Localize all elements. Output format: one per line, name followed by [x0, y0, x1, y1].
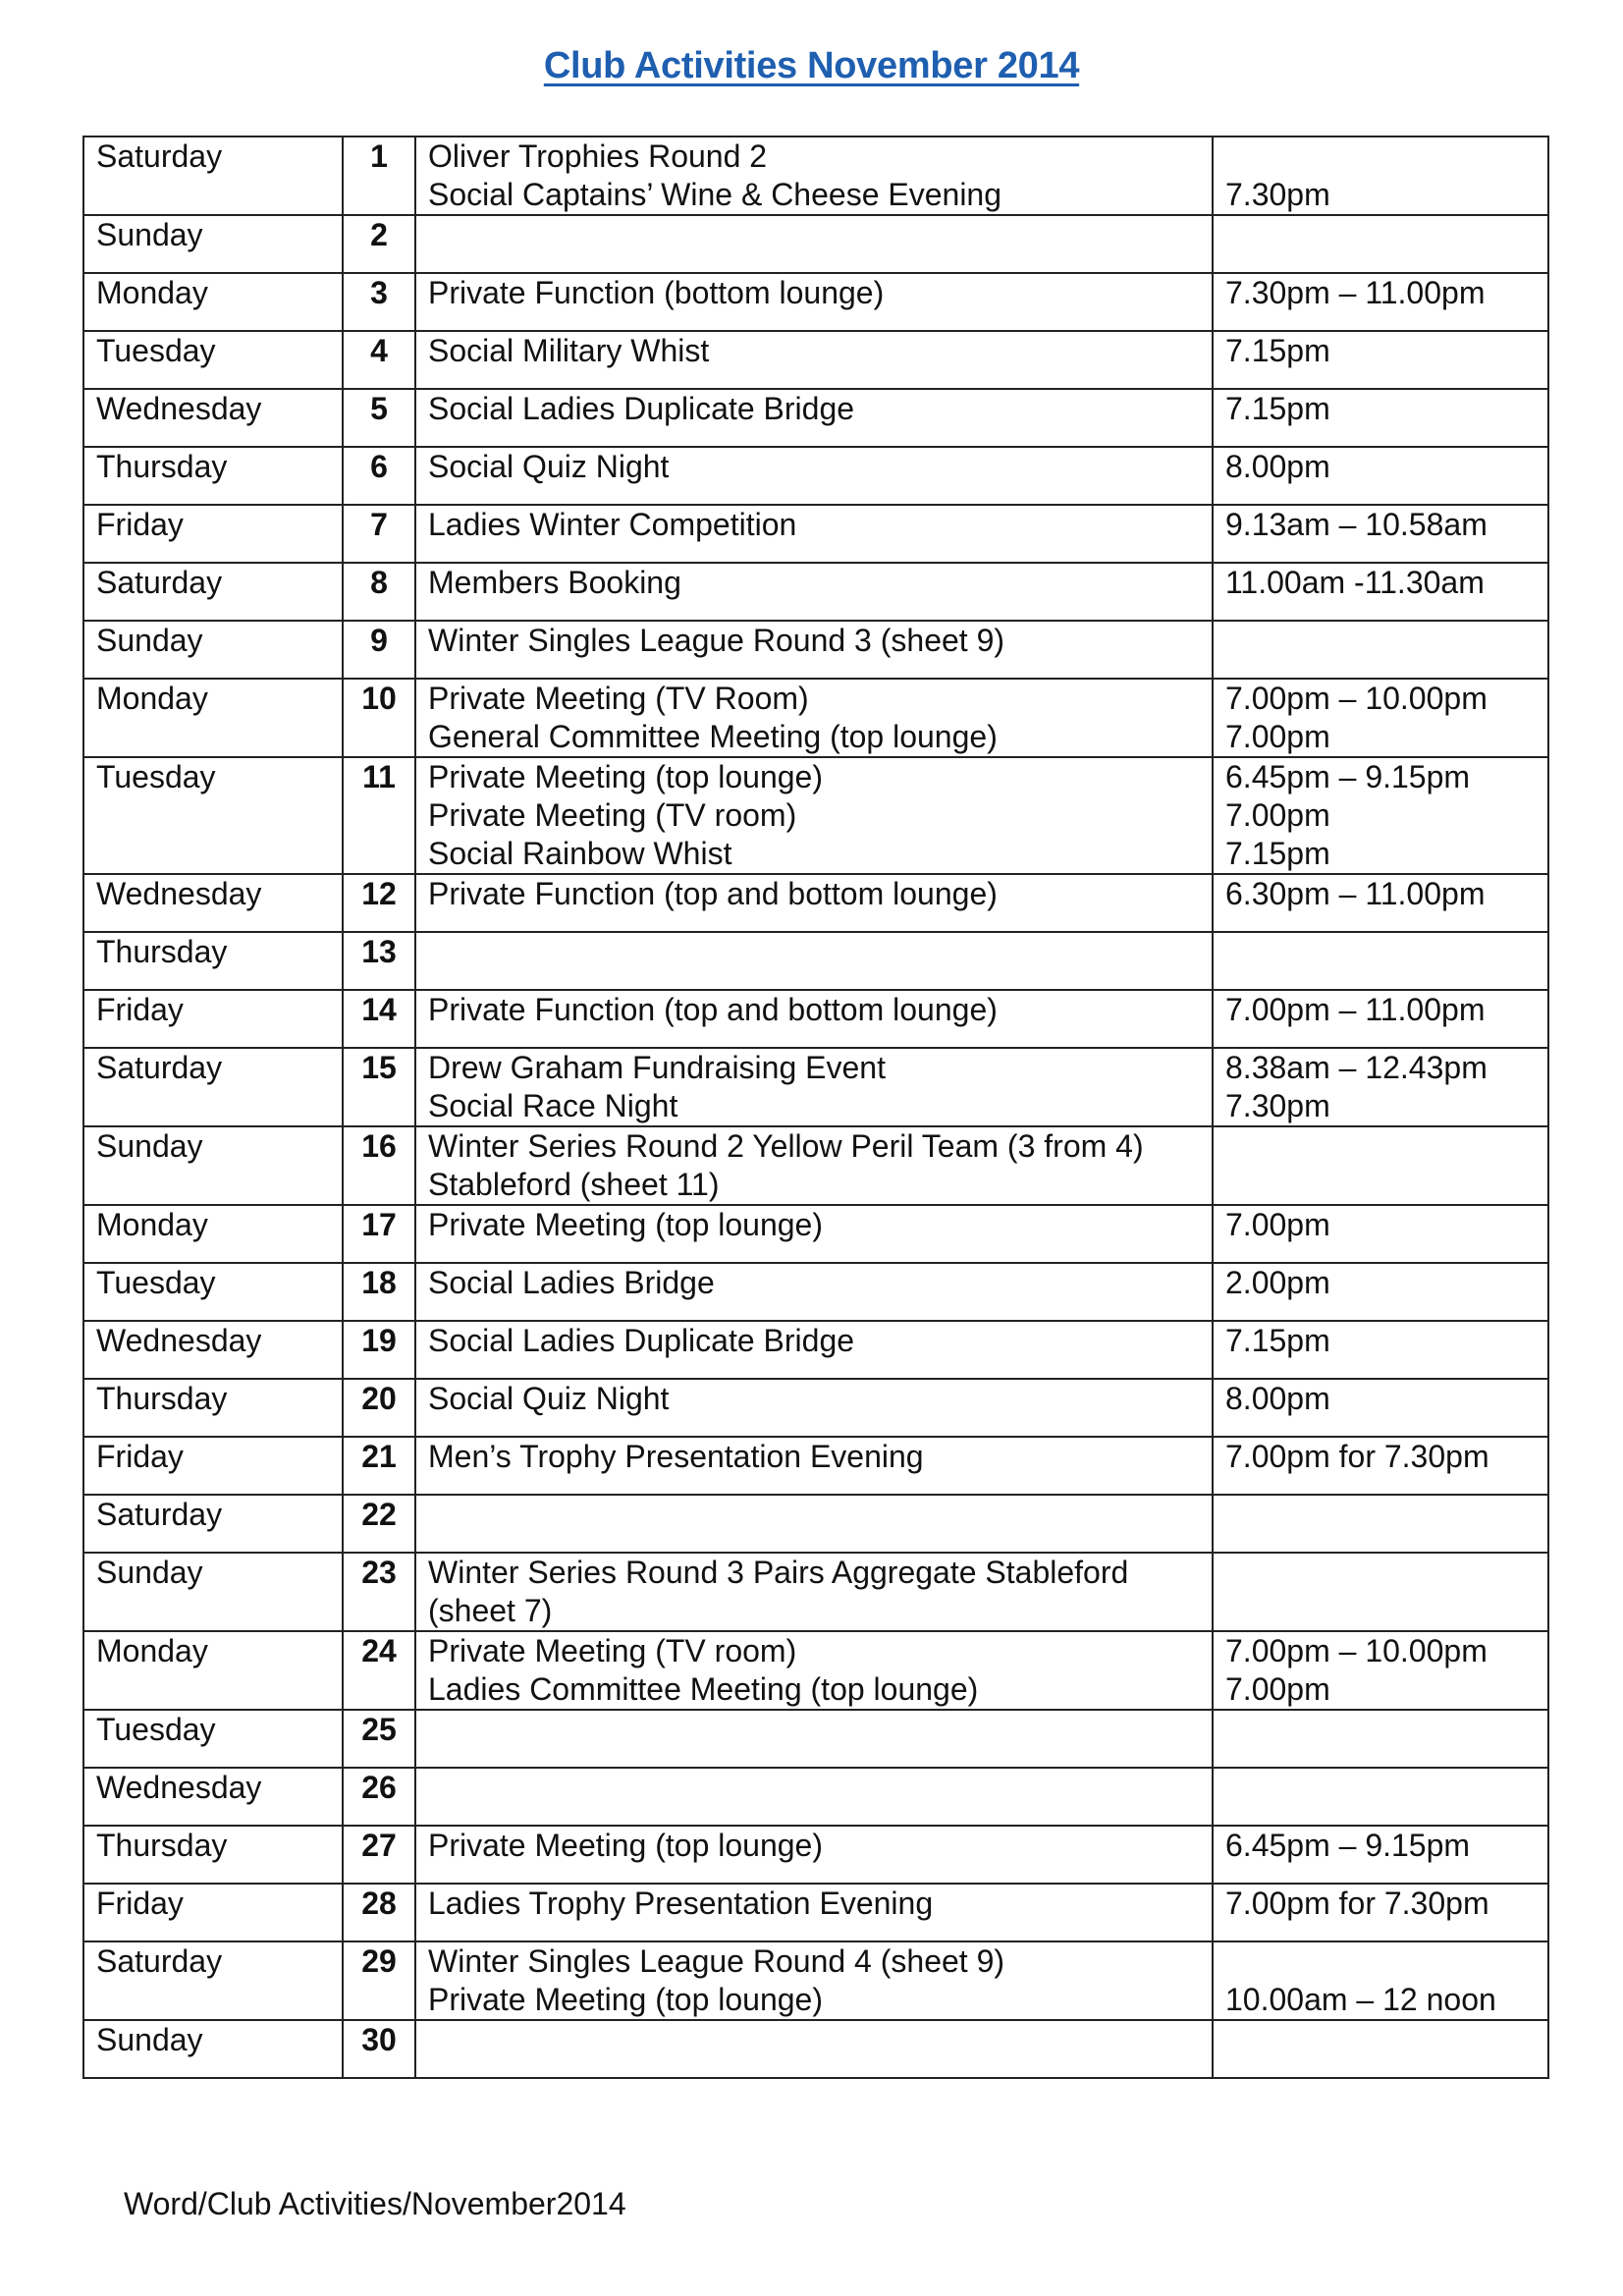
activity-cell — [415, 990, 1213, 1048]
time-cell — [1213, 757, 1548, 874]
table-row — [83, 389, 1548, 447]
table-row — [83, 1553, 1548, 1631]
activities-table-body — [83, 137, 1548, 2078]
activity-line: Social Military Whist — [428, 333, 710, 368]
time-line: 7.30pm – 11.00pm — [1225, 275, 1486, 310]
date-cell: 5 — [343, 389, 415, 447]
time-cell — [1213, 1768, 1548, 1826]
time-cell — [1213, 1710, 1548, 1768]
activity-cell — [415, 874, 1213, 932]
time-cell — [1213, 621, 1548, 679]
activity-line: Private Function (top and bottom lounge) — [428, 992, 998, 1027]
activity-cell — [415, 1263, 1213, 1321]
time-line: 7.00pm – 10.00pm — [1225, 681, 1488, 716]
date-cell: 7 — [343, 505, 415, 563]
day-cell: Wednesday — [83, 1321, 343, 1379]
table-row — [83, 757, 1548, 874]
date-cell: 29 — [343, 1941, 415, 2020]
table-row — [83, 505, 1548, 563]
activity-cell — [415, 1126, 1213, 1205]
date-cell: 23 — [343, 1553, 415, 1631]
table-row — [83, 137, 1548, 215]
day-cell: Friday — [83, 1884, 343, 1941]
table-row — [83, 1126, 1548, 1205]
table-row — [83, 1379, 1548, 1437]
activity-cell — [415, 757, 1213, 874]
activity-cell — [415, 1437, 1213, 1495]
day-cell: Monday — [83, 679, 343, 757]
time-line: 11.00am -11.30am — [1225, 565, 1485, 600]
date-cell: 21 — [343, 1437, 415, 1495]
time-line — [1225, 137, 1536, 176]
activity-cell — [415, 1941, 1213, 2020]
date-cell: 18 — [343, 1263, 415, 1321]
table-row — [83, 563, 1548, 621]
time-cell — [1213, 389, 1548, 447]
footer-path: Word/Club Activities/November2014 — [124, 2186, 626, 2221]
time-cell — [1213, 874, 1548, 932]
time-line: 7.15pm — [1225, 1323, 1330, 1358]
time-cell — [1213, 1126, 1548, 1205]
activity-line: Private Meeting (top lounge) — [428, 1982, 823, 2017]
table-row — [83, 1631, 1548, 1710]
time-line: 7.00pm — [1225, 1671, 1330, 1707]
activity-line: Stableford (sheet 11) — [428, 1167, 720, 1202]
activity-cell — [415, 389, 1213, 447]
activity-cell — [415, 1048, 1213, 1126]
activity-cell — [415, 1826, 1213, 1884]
date-cell: 20 — [343, 1379, 415, 1437]
date-cell: 24 — [343, 1631, 415, 1710]
table-row — [83, 2020, 1548, 2078]
activity-line: Private Meeting (TV room) — [428, 797, 797, 833]
day-cell: Thursday — [83, 932, 343, 990]
activity-cell — [415, 1631, 1213, 1710]
activity-line: Ladies Winter Competition — [428, 507, 797, 542]
table-row — [83, 1826, 1548, 1884]
table-row — [83, 447, 1548, 505]
activity-cell — [415, 2020, 1213, 2078]
day-cell: Tuesday — [83, 1263, 343, 1321]
table-row — [83, 679, 1548, 757]
date-cell: 10 — [343, 679, 415, 757]
table-row — [83, 215, 1548, 273]
table-row — [83, 1941, 1548, 2020]
time-cell — [1213, 932, 1548, 990]
date-cell: 4 — [343, 331, 415, 389]
time-cell — [1213, 447, 1548, 505]
activity-cell — [415, 1495, 1213, 1553]
date-cell: 3 — [343, 273, 415, 331]
date-cell: 19 — [343, 1321, 415, 1379]
activity-line: Social Ladies Duplicate Bridge — [428, 391, 855, 426]
date-cell: 1 — [343, 137, 415, 215]
time-line — [1225, 1942, 1536, 1981]
time-line: 10.00am – 12 noon — [1225, 1982, 1496, 2017]
date-cell: 6 — [343, 447, 415, 505]
day-cell: Wednesday — [83, 389, 343, 447]
time-cell — [1213, 1553, 1548, 1631]
day-cell: Tuesday — [83, 1710, 343, 1768]
date-cell: 25 — [343, 1710, 415, 1768]
time-cell — [1213, 1941, 1548, 2020]
table-row — [83, 1321, 1548, 1379]
date-cell: 17 — [343, 1205, 415, 1263]
day-cell: Wednesday — [83, 1768, 343, 1826]
time-line: 6.30pm – 11.00pm — [1225, 876, 1486, 911]
date-cell: 12 — [343, 874, 415, 932]
day-cell: Friday — [83, 505, 343, 563]
date-cell: 15 — [343, 1048, 415, 1126]
time-cell — [1213, 1048, 1548, 1126]
table-row — [83, 1768, 1548, 1826]
table-row — [83, 874, 1548, 932]
time-cell — [1213, 331, 1548, 389]
time-cell — [1213, 1205, 1548, 1263]
time-cell — [1213, 563, 1548, 621]
time-cell — [1213, 1321, 1548, 1379]
activity-line: Social Quiz Night — [428, 1381, 670, 1416]
date-cell: 9 — [343, 621, 415, 679]
day-cell: Sunday — [83, 621, 343, 679]
time-line: 7.30pm — [1225, 1088, 1330, 1123]
activity-cell — [415, 1379, 1213, 1437]
day-cell: Friday — [83, 990, 343, 1048]
activity-line: General Committee Meeting (top lounge) — [428, 719, 998, 754]
activity-line: Private Meeting (top lounge) — [428, 1828, 823, 1863]
day-cell: Thursday — [83, 1826, 343, 1884]
time-line: 7.15pm — [1225, 836, 1330, 871]
time-line: 9.13am – 10.58am — [1225, 507, 1488, 542]
day-cell: Saturday — [83, 1495, 343, 1553]
date-cell: 26 — [343, 1768, 415, 1826]
activity-line: Social Quiz Night — [428, 449, 670, 484]
time-line: 7.00pm for 7.30pm — [1225, 1439, 1489, 1474]
activity-line: Private Meeting (top lounge) — [428, 1207, 823, 1242]
activities-table — [82, 136, 1549, 2079]
table-row — [83, 1884, 1548, 1941]
activity-cell — [415, 1710, 1213, 1768]
activity-cell — [415, 273, 1213, 331]
time-line: 8.38am – 12.43pm — [1225, 1050, 1488, 1085]
activity-cell — [415, 1884, 1213, 1941]
activity-line: Winter Singles League Round 3 (sheet 9) — [428, 623, 1005, 658]
day-cell: Thursday — [83, 447, 343, 505]
day-cell: Monday — [83, 273, 343, 331]
activity-line: Social Rainbow Whist — [428, 836, 732, 871]
table-row — [83, 1710, 1548, 1768]
activity-line: Winter Singles League Round 4 (sheet 9) — [428, 1943, 1005, 1979]
activity-cell — [415, 1321, 1213, 1379]
time-line: 7.00pm for 7.30pm — [1225, 1886, 1489, 1921]
date-cell: 30 — [343, 2020, 415, 2078]
table-row — [83, 273, 1548, 331]
time-cell — [1213, 505, 1548, 563]
date-cell: 8 — [343, 563, 415, 621]
activity-line: Winter Series Round 3 Pairs Aggregate Stableford — [428, 1555, 1129, 1590]
day-cell: Sunday — [83, 215, 343, 273]
time-line: 6.45pm – 9.15pm — [1225, 759, 1471, 794]
time-line: 8.00pm — [1225, 1381, 1330, 1416]
time-cell — [1213, 273, 1548, 331]
day-cell: Wednesday — [83, 874, 343, 932]
activity-cell — [415, 1768, 1213, 1826]
day-cell: Monday — [83, 1631, 343, 1710]
activity-line: Social Captains’ Wine & Cheese Evening — [428, 177, 1002, 212]
day-cell: Saturday — [83, 1048, 343, 1126]
activity-cell — [415, 447, 1213, 505]
activity-line: Private Meeting (top lounge) — [428, 759, 823, 794]
day-cell: Tuesday — [83, 331, 343, 389]
activity-cell — [415, 505, 1213, 563]
time-line: 7.00pm – 10.00pm — [1225, 1633, 1488, 1668]
time-cell — [1213, 2020, 1548, 2078]
day-cell: Saturday — [83, 1941, 343, 2020]
activity-line: Social Race Night — [428, 1088, 678, 1123]
table-row — [83, 990, 1548, 1048]
time-line: 7.30pm — [1225, 177, 1330, 212]
date-cell: 14 — [343, 990, 415, 1048]
activity-line: Ladies Committee Meeting (top lounge) — [428, 1671, 979, 1707]
time-line: 7.00pm — [1225, 719, 1330, 754]
activity-line: Social Ladies Bridge — [428, 1265, 715, 1300]
time-line: 7.00pm — [1225, 1207, 1330, 1242]
activity-line: Social Ladies Duplicate Bridge — [428, 1323, 855, 1358]
activity-cell — [415, 563, 1213, 621]
time-line: 7.00pm — [1225, 797, 1330, 833]
day-cell: Sunday — [83, 1126, 343, 1205]
date-cell: 2 — [343, 215, 415, 273]
activity-line: Private Meeting (TV room) — [428, 1633, 797, 1668]
time-cell — [1213, 1495, 1548, 1553]
time-cell — [1213, 1437, 1548, 1495]
activity-line: Members Booking — [428, 565, 681, 600]
date-cell: 16 — [343, 1126, 415, 1205]
time-line: 2.00pm — [1225, 1265, 1330, 1300]
day-cell: Saturday — [83, 137, 343, 215]
activity-line: Drew Graham Fundraising Event — [428, 1050, 886, 1085]
activity-line: Private Meeting (TV Room) — [428, 681, 809, 716]
time-line: 7.15pm — [1225, 391, 1330, 426]
time-cell — [1213, 679, 1548, 757]
date-cell: 27 — [343, 1826, 415, 1884]
activity-cell — [415, 215, 1213, 273]
activity-line: Winter Series Round 2 Yellow Peril Team (3 from 4) — [428, 1128, 1144, 1164]
activity-line: Ladies Trophy Presentation Evening — [428, 1886, 934, 1921]
date-cell: 13 — [343, 932, 415, 990]
time-cell — [1213, 137, 1548, 215]
day-cell: Friday — [83, 1437, 343, 1495]
time-cell — [1213, 1263, 1548, 1321]
time-line: 6.45pm – 9.15pm — [1225, 1828, 1471, 1863]
date-cell: 22 — [343, 1495, 415, 1553]
table-row — [83, 1205, 1548, 1263]
time-line: 8.00pm — [1225, 449, 1330, 484]
table-row — [83, 1263, 1548, 1321]
day-cell: Monday — [83, 1205, 343, 1263]
activity-cell — [415, 679, 1213, 757]
activity-line: Private Function (top and bottom lounge) — [428, 876, 998, 911]
activity-line: (sheet 7) — [428, 1593, 553, 1628]
date-cell: 11 — [343, 757, 415, 874]
page-title: Club Activities November 2014 — [543, 45, 1080, 86]
activity-cell — [415, 1553, 1213, 1631]
activity-line: Private Function (bottom lounge) — [428, 275, 885, 310]
table-row — [83, 621, 1548, 679]
activity-cell — [415, 331, 1213, 389]
day-cell: Sunday — [83, 2020, 343, 2078]
time-line: 7.00pm – 11.00pm — [1225, 992, 1486, 1027]
time-cell — [1213, 1379, 1548, 1437]
activity-cell — [415, 1205, 1213, 1263]
activity-line: Men’s Trophy Presentation Evening — [428, 1439, 924, 1474]
table-row — [83, 1048, 1548, 1126]
time-line: 7.15pm — [1225, 333, 1330, 368]
day-cell: Sunday — [83, 1553, 343, 1631]
activity-cell — [415, 137, 1213, 215]
time-cell — [1213, 215, 1548, 273]
table-row — [83, 1495, 1548, 1553]
table-row — [83, 331, 1548, 389]
day-cell: Saturday — [83, 563, 343, 621]
table-row — [83, 932, 1548, 990]
time-cell — [1213, 990, 1548, 1048]
day-cell: Tuesday — [83, 757, 343, 874]
activity-line: Oliver Trophies Round 2 — [428, 138, 768, 174]
time-cell — [1213, 1826, 1548, 1884]
activity-cell — [415, 932, 1213, 990]
time-cell — [1213, 1884, 1548, 1941]
time-cell — [1213, 1631, 1548, 1710]
day-cell: Thursday — [83, 1379, 343, 1437]
date-cell: 28 — [343, 1884, 415, 1941]
activity-cell — [415, 621, 1213, 679]
table-row — [83, 1437, 1548, 1495]
